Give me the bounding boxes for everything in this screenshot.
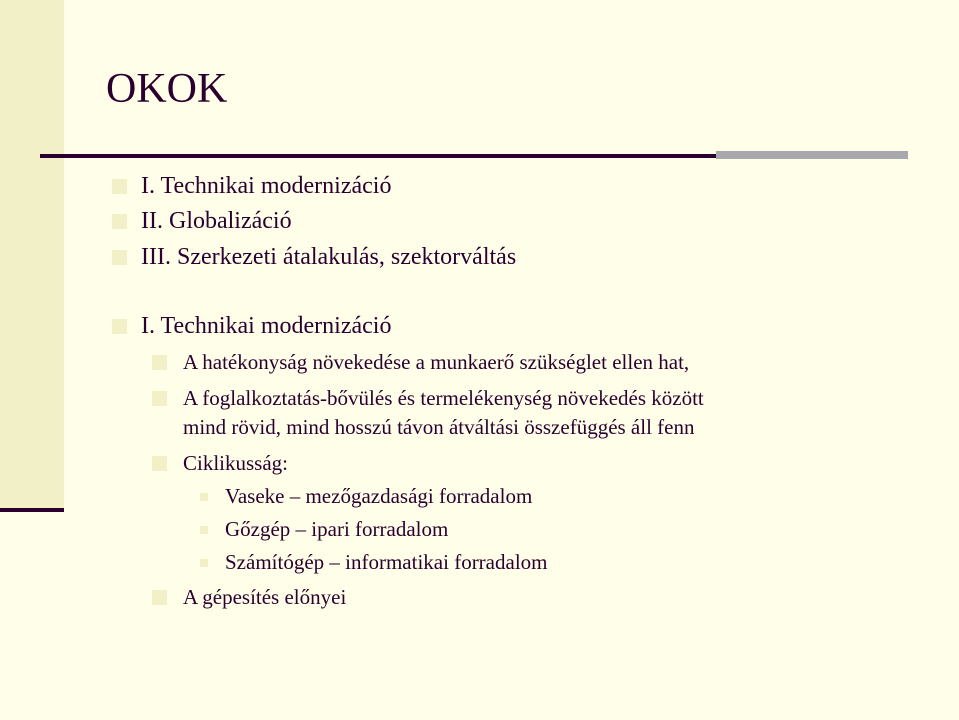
left-decor-bar: [0, 0, 64, 512]
square-bullet-icon: [152, 355, 167, 370]
overview-item-text: III. Szerkezeti átalakulás, szektorváltás: [141, 244, 517, 270]
square-bullet-icon: [112, 319, 127, 334]
title-rule-accent: [716, 151, 908, 159]
section-item-text: A foglalkoztatás-bővülés és termelékenység növekedés között: [183, 386, 704, 410]
section-heading-text: I. Technikai modernizáció: [141, 313, 392, 339]
section-item-1: [152, 350, 689, 375]
overview-item-1: [112, 173, 391, 200]
square-bullet-icon: [152, 456, 167, 471]
section-item-4: [152, 585, 346, 610]
square-bullet-icon: [112, 214, 127, 229]
square-bullet-icon: [152, 391, 167, 406]
slide-title: OKOK: [106, 66, 228, 112]
title-rule: [40, 154, 716, 158]
square-bullet-icon: [200, 493, 208, 501]
square-bullet-icon: [200, 559, 208, 567]
overview-item-3: [112, 244, 516, 271]
square-bullet-icon: [112, 250, 127, 265]
overview-item-text: I. Technikai modernizáció: [141, 173, 392, 199]
square-bullet-icon: [112, 179, 127, 194]
square-bullet-icon: [200, 526, 208, 534]
subitem-text: Gőzgép – ipari forradalom: [225, 517, 449, 541]
subitem-1: [200, 484, 532, 509]
subitem-text: Vaseke – mezőgazdasági forradalom: [225, 484, 533, 508]
subitem-text: Számítógép – informatikai forradalom: [225, 550, 548, 574]
subitem-2: [200, 517, 448, 542]
square-bullet-icon: [152, 590, 167, 605]
left-decor-line: [0, 508, 64, 512]
section-item-3: [152, 451, 288, 476]
overview-item-text: II. Globalizáció: [141, 208, 292, 234]
section-heading: [112, 313, 391, 340]
section-item-text: A hatékonyság növekedése a munkaerő szükséglet ellen hat,: [183, 350, 690, 374]
overview-item-2: [112, 208, 292, 235]
section-item-2: [152, 386, 704, 411]
subitem-3: [200, 550, 548, 575]
section-item-text: Ciklikusság:: [183, 451, 289, 475]
section-item-2-continuation: mind rövid, mind hosszú távon átváltási összefüggés áll fenn: [183, 415, 695, 439]
section-item-text: A gépesítés előnyei: [183, 585, 347, 609]
